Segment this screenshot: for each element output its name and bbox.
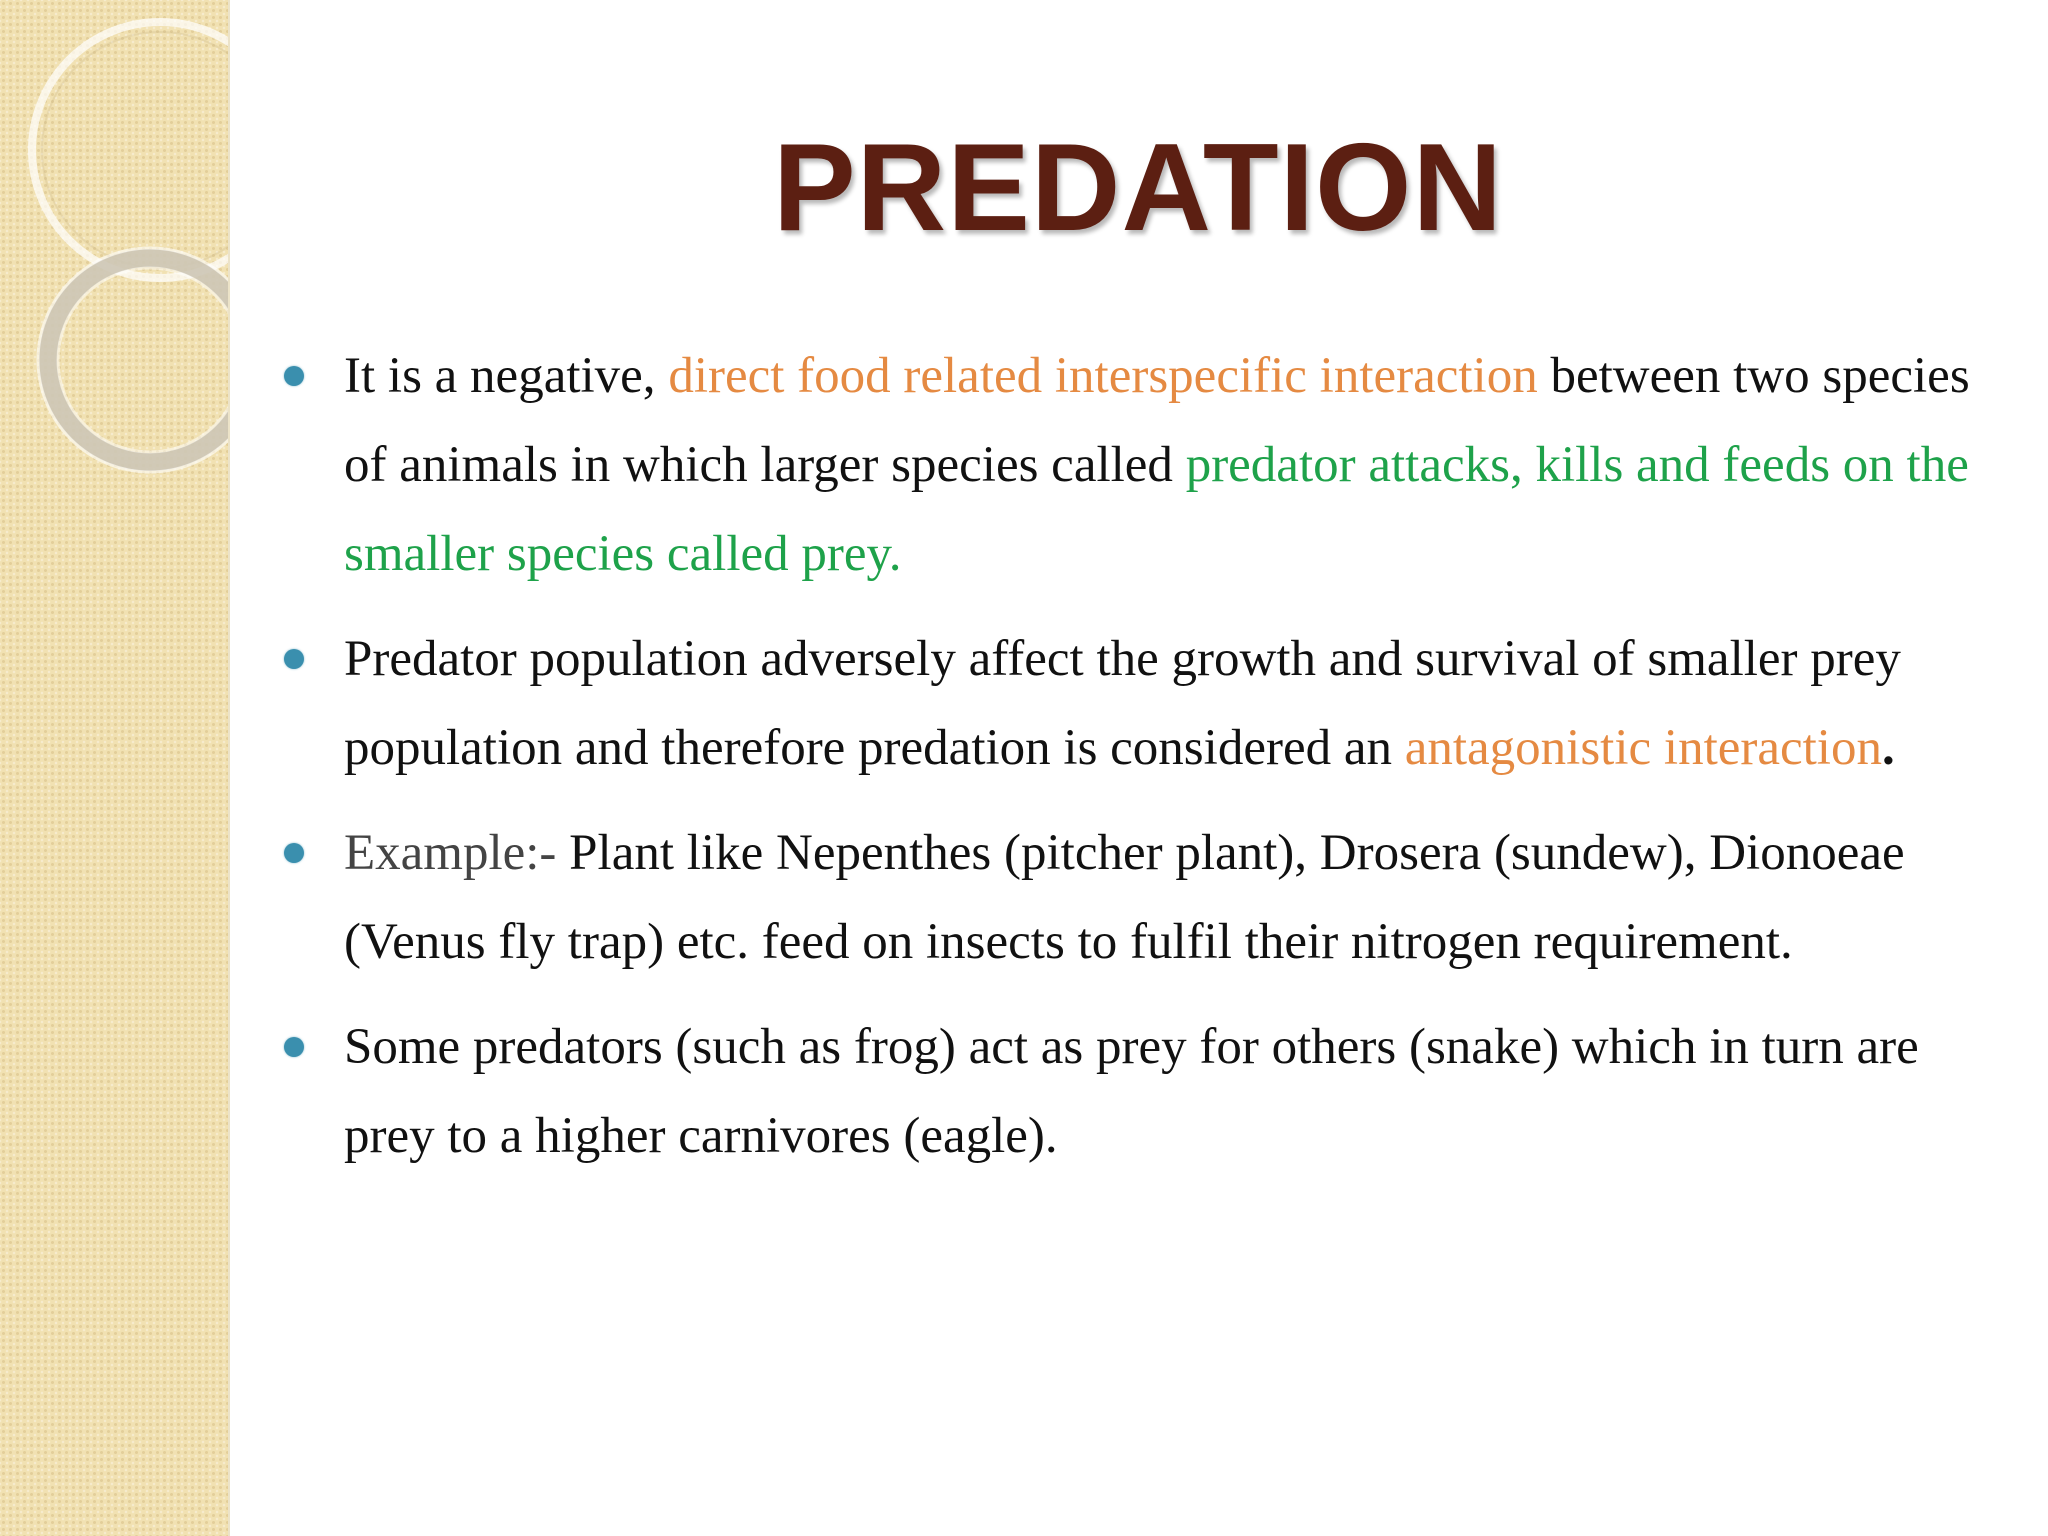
bullet-text: between two species of animals in which larger species called <box>344 348 1970 493</box>
bullet-text: . <box>1881 720 1895 776</box>
highlight-text: predator attacks, kills and feeds on the smaller species called prey. <box>344 437 1969 582</box>
slide-title: PREDATION <box>772 119 1504 257</box>
bullet-item-example <box>282 809 1982 987</box>
bullet-dot-icon <box>284 366 304 386</box>
bullet-item-definition <box>282 332 1982 599</box>
bullet-dot-icon <box>284 843 304 863</box>
decorative-side-band <box>0 0 230 1536</box>
highlight-text: antagonistic interaction <box>1404 720 1882 776</box>
bullet-text: Some predators (such as frog) act as prey for others (snake) which in turn are prey to a higher carnivores (eagle). <box>344 1019 1919 1164</box>
bullet-dot-icon <box>284 649 304 669</box>
bullet-text: It is a negative, <box>344 348 669 404</box>
highlight-text: direct food related interspecific interaction <box>668 348 1538 404</box>
example-label: Example:- <box>344 825 557 881</box>
bullet-item-effect <box>282 615 1982 793</box>
bullet-text: Plant like Nepenthes (pitcher plant), Drosera (sundew), Dionoeae (Venus fly trap) etc. feed on insects to fulfil their nitrogen requirement. <box>344 825 1905 970</box>
bullet-dot-icon <box>284 1037 304 1057</box>
bullet-text: Predator population adversely affect the growth and survival of smaller prey population and therefore predation is considered an <box>344 631 1901 776</box>
bullet-list <box>282 332 1982 1197</box>
bullet-item-food-chain <box>282 1003 1982 1181</box>
decorative-rings <box>0 0 228 520</box>
